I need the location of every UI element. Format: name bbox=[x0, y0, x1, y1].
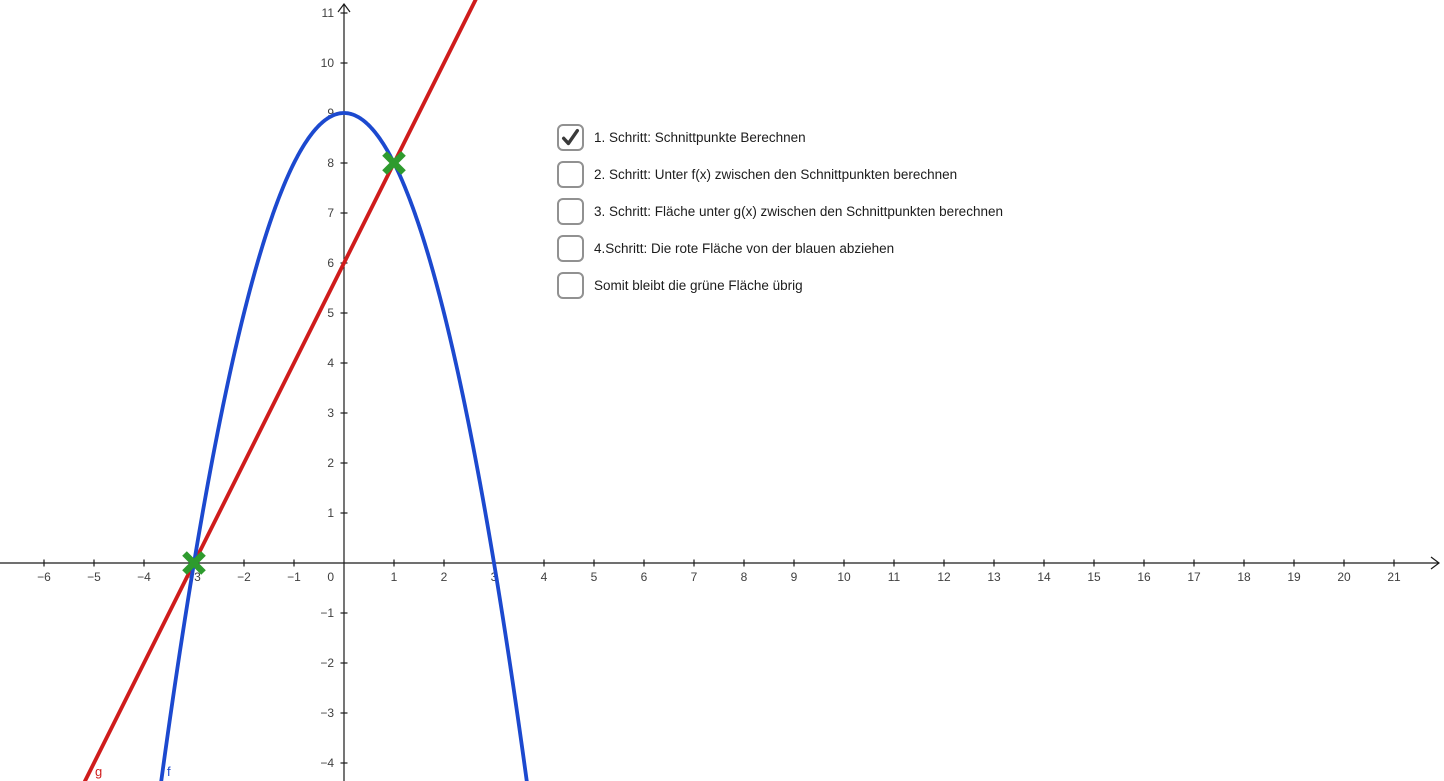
x-tick-label: 20 bbox=[1337, 570, 1351, 584]
x-tick-label: 8 bbox=[740, 570, 748, 584]
y-tick-label: −3 bbox=[320, 706, 334, 720]
x-tick-label: 11 bbox=[887, 570, 901, 584]
x-tick-label: −5 bbox=[87, 570, 101, 584]
x-tick-label: −2 bbox=[237, 570, 251, 584]
step-checkbox-row-4[interactable] bbox=[557, 235, 1003, 262]
y-tick-label: 4 bbox=[327, 356, 334, 370]
axis-ticks-and-labels bbox=[37, 6, 1401, 770]
y-tick-label: 3 bbox=[327, 406, 334, 420]
y-tick-label: 6 bbox=[327, 256, 334, 270]
curve-g[interactable] bbox=[6, 0, 555, 781]
x-tick-label: −4 bbox=[137, 570, 151, 584]
x-tick-label: −1 bbox=[287, 570, 301, 584]
y-tick-label: 2 bbox=[327, 456, 334, 470]
x-tick-label: −3 bbox=[187, 570, 201, 584]
y-tick-label: −1 bbox=[320, 606, 334, 620]
y-tick-label: 8 bbox=[327, 156, 334, 170]
y-tick-label: −4 bbox=[320, 756, 334, 770]
x-tick-label: 6 bbox=[640, 570, 648, 584]
x-tick-label: 15 bbox=[1087, 570, 1101, 584]
x-tick-label: 17 bbox=[1187, 570, 1201, 584]
checkbox-unchecked[interactable] bbox=[557, 198, 584, 225]
step-checkbox-row-3[interactable] bbox=[557, 198, 1003, 225]
x-tick-label: 12 bbox=[937, 570, 951, 584]
checkbox-unchecked[interactable] bbox=[557, 161, 584, 188]
x-tick-label: 21 bbox=[1387, 570, 1401, 584]
x-tick-label: 3 bbox=[490, 570, 498, 584]
x-tick-label: 1 bbox=[390, 570, 398, 584]
x-tick-label: 14 bbox=[1037, 570, 1051, 584]
step-checkbox-panel bbox=[557, 124, 1003, 299]
x-tick-label: 18 bbox=[1237, 570, 1251, 584]
curve-label-f[interactable]: f bbox=[167, 764, 171, 779]
step-checkbox-row-1[interactable] bbox=[557, 124, 1003, 151]
y-tick-label: 1 bbox=[327, 506, 334, 520]
x-tick-label: 4 bbox=[540, 570, 548, 584]
checkbox-label: 4.Schritt: Die rote Fläche von der blauen abziehen bbox=[594, 241, 895, 256]
intersection-point-1[interactable] bbox=[385, 154, 404, 173]
y-tick-label: 5 bbox=[327, 306, 334, 320]
x-tick-label: 5 bbox=[590, 570, 598, 584]
y-tick-label: 7 bbox=[327, 206, 334, 220]
x-tick-label: 2 bbox=[440, 570, 448, 584]
y-tick-label: 9 bbox=[327, 106, 334, 120]
checkbox-label: Somit bleibt die grüne Fläche übrig bbox=[594, 278, 803, 293]
y-tick-label: 11 bbox=[321, 6, 334, 20]
checkbox-label: 3. Schritt: Fläche unter g(x) zwischen den Schnittpunkten berechnen bbox=[594, 204, 1003, 219]
y-tick-label: 10 bbox=[320, 56, 334, 70]
step-checkbox-row-2[interactable] bbox=[557, 161, 1003, 188]
x-tick-label: 9 bbox=[790, 570, 798, 584]
checkmark-icon bbox=[559, 125, 582, 150]
axes bbox=[0, 4, 1439, 781]
step-checkbox-row-5[interactable] bbox=[557, 272, 1003, 299]
checkbox-label: 1. Schritt: Schnittpunkte Berechnen bbox=[594, 130, 806, 145]
x-tick-label: 19 bbox=[1287, 570, 1301, 584]
checkbox-unchecked[interactable] bbox=[557, 235, 584, 262]
origin-label: 0 bbox=[327, 570, 334, 584]
y-tick-label: −2 bbox=[320, 656, 334, 670]
x-tick-label: 16 bbox=[1137, 570, 1151, 584]
curve-label-g[interactable]: g bbox=[95, 764, 103, 779]
x-tick-label: 10 bbox=[837, 570, 851, 584]
checkbox-unchecked[interactable] bbox=[557, 272, 584, 299]
x-tick-label: 7 bbox=[690, 570, 698, 584]
checkbox-label: 2. Schritt: Unter f(x) zwischen den Schnittpunkten berechnen bbox=[594, 167, 958, 182]
x-tick-label: 13 bbox=[987, 570, 1001, 584]
x-tick-label: −6 bbox=[37, 570, 51, 584]
checkbox-checked[interactable] bbox=[557, 124, 584, 151]
